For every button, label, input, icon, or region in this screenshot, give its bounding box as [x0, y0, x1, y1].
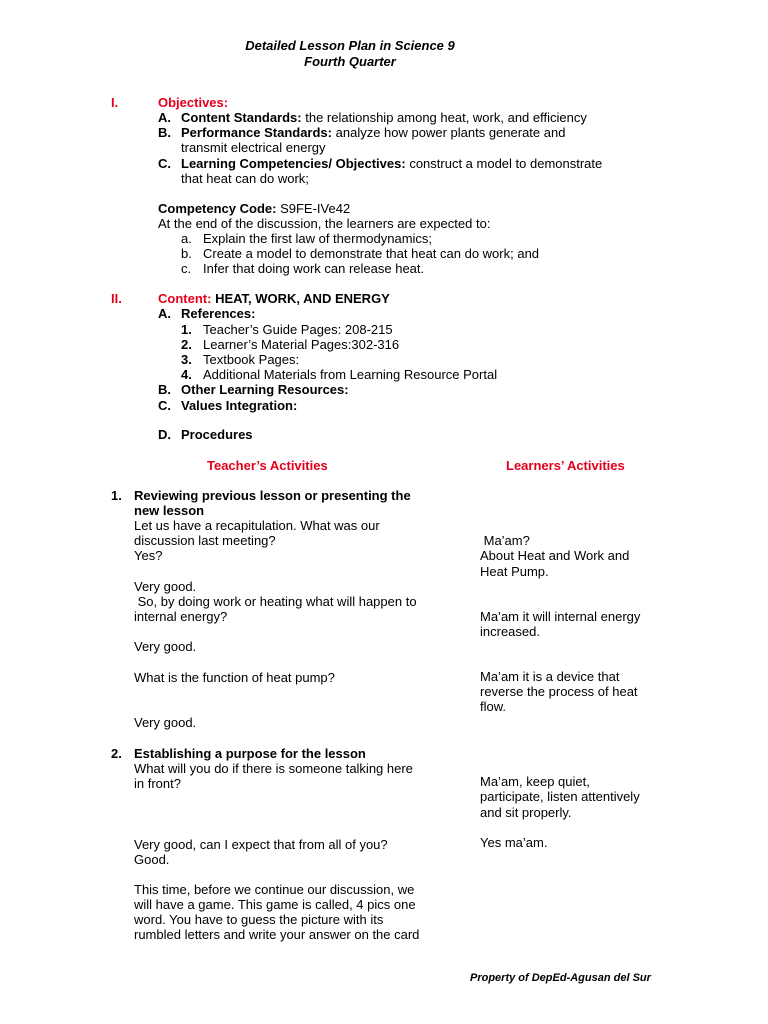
content-heading-line: [158, 291, 390, 306]
competency-code-line: [158, 201, 350, 216]
teacher-line: word. You have to guess the picture with its: [134, 912, 384, 927]
competency-code-value: S9FE-IVe42: [280, 201, 351, 216]
content-topic: HEAT, WORK, AND ENERGY: [215, 291, 390, 306]
teacher-line: This time, before we continue our discussion, we: [134, 882, 415, 897]
teacher-line: in front?: [134, 776, 181, 791]
teacher-line: rumbled letters and write your answer on the card: [134, 927, 420, 942]
learning-competencies-line: [181, 156, 602, 171]
item-c-letter: C.: [158, 156, 171, 171]
learner-line: participate, listen attentively: [480, 789, 640, 804]
learner-line: flow.: [480, 699, 507, 714]
procedures-letter: D.: [158, 427, 171, 442]
activity-2-num: 2.: [111, 746, 122, 761]
reference-4-num: 4.: [181, 367, 192, 382]
learner-line: Ma’am it will internal energy: [480, 609, 641, 624]
reference-4-text: Additional Materials from Learning Resource Portal: [203, 367, 498, 382]
teacher-line: So, by doing work or heating what will happen to: [134, 594, 417, 609]
references-label: References:: [181, 306, 256, 321]
document-subtitle: Fourth Quarter: [304, 54, 396, 69]
learner-line: and sit properly.: [480, 805, 572, 820]
teacher-line: will have a game. This game is called, 4 pics one: [134, 897, 416, 912]
objectives-intro: At the end of the discussion, the learners are expected to:: [158, 216, 491, 231]
teacher-line: discussion last meeting?: [134, 533, 276, 548]
activity-2-title: Establishing a purpose for the lesson: [134, 746, 366, 761]
learners-activities-header: Learners’ Activities: [506, 458, 625, 473]
references-letter: A.: [158, 306, 171, 321]
reference-2-text: Learner’s Material Pages:302-316: [203, 337, 400, 352]
objective-a-text: Explain the first law of thermodynamics;: [203, 231, 433, 246]
reference-1-num: 1.: [181, 322, 192, 337]
activity-1-title: Reviewing previous lesson or presenting the: [134, 488, 411, 503]
section-1-numeral: I.: [111, 95, 119, 110]
document-title: Detailed Lesson Plan in Science 9: [245, 38, 455, 53]
values-label: Values Integration:: [181, 398, 298, 413]
content-standards-text: the relationship among heat, work, and efficiency: [305, 110, 587, 125]
learning-competencies-label: Learning Competencies/ Objectives:: [181, 156, 406, 171]
performance-standards-text: analyze how power plants generate and: [335, 125, 566, 140]
learner-line: Ma’am it is a device that: [480, 669, 620, 684]
objective-b-text: Create a model to demonstrate that heat can do work; and: [203, 246, 540, 261]
other-resources-letter: B.: [158, 382, 171, 397]
page-footer: Property of DepEd-Agusan del Sur: [470, 972, 651, 984]
learner-line: Ma’am?: [480, 533, 530, 548]
learner-line: About Heat and Work and: [480, 548, 630, 563]
values-letter: C.: [158, 398, 171, 413]
reference-1-text: Teacher’s Guide Pages: 208-215: [203, 322, 393, 337]
other-resources-label: Other Learning Resources:: [181, 382, 349, 397]
reference-3-num: 3.: [181, 352, 192, 367]
content-standards-label: Content Standards:: [181, 110, 302, 125]
activity-1-num: 1.: [111, 488, 122, 503]
reference-3-text: Textbook Pages:: [203, 352, 300, 367]
teacher-line: Very good.: [134, 639, 197, 654]
teacher-line: What is the function of heat pump?: [134, 670, 335, 685]
performance-standards-text-cont: transmit electrical energy: [181, 140, 326, 155]
section-2-numeral: II.: [111, 291, 122, 306]
item-b-letter: B.: [158, 125, 171, 140]
content-standards-line: [181, 110, 587, 125]
objective-c-text: Infer that doing work can release heat.: [203, 261, 425, 276]
learner-line: Yes ma’am.: [480, 835, 548, 850]
teacher-line: Very good, can I expect that from all of you?: [134, 837, 388, 852]
performance-standards-label: Performance Standards:: [181, 125, 332, 140]
activity-1-title-cont: new lesson: [134, 503, 205, 518]
reference-2-num: 2.: [181, 337, 192, 352]
teacher-activities-header: Teacher’s Activities: [207, 458, 328, 473]
performance-standards-line: [181, 125, 565, 140]
item-a-letter: A.: [158, 110, 171, 125]
learner-line: increased.: [480, 624, 540, 639]
objective-b-letter: b.: [181, 246, 192, 261]
objective-a-letter: a.: [181, 231, 192, 246]
teacher-line: Very good.: [134, 715, 197, 730]
teacher-line: Very good.: [134, 579, 197, 594]
competency-code-label: Competency Code:: [158, 201, 277, 216]
learning-competencies-text: construct a model to demonstrate: [409, 156, 603, 171]
procedures-label: Procedures: [181, 427, 253, 442]
teacher-line: Let us have a recapitulation. What was our: [134, 518, 380, 533]
learner-line: reverse the process of heat: [480, 684, 638, 699]
learner-line: Heat Pump.: [480, 564, 549, 579]
objective-c-letter: c.: [181, 261, 192, 276]
section-1-heading: Objectives:: [158, 95, 229, 110]
teacher-line: internal energy?: [134, 609, 228, 624]
learning-competencies-text-cont: that heat can do work;: [181, 171, 309, 186]
content-heading: Content:: [158, 291, 212, 306]
teacher-line: Good.: [134, 852, 170, 867]
teacher-line: What will you do if there is someone talking here: [134, 761, 413, 776]
learner-line: Ma’am, keep quiet,: [480, 774, 590, 789]
teacher-line: Yes?: [134, 548, 163, 563]
